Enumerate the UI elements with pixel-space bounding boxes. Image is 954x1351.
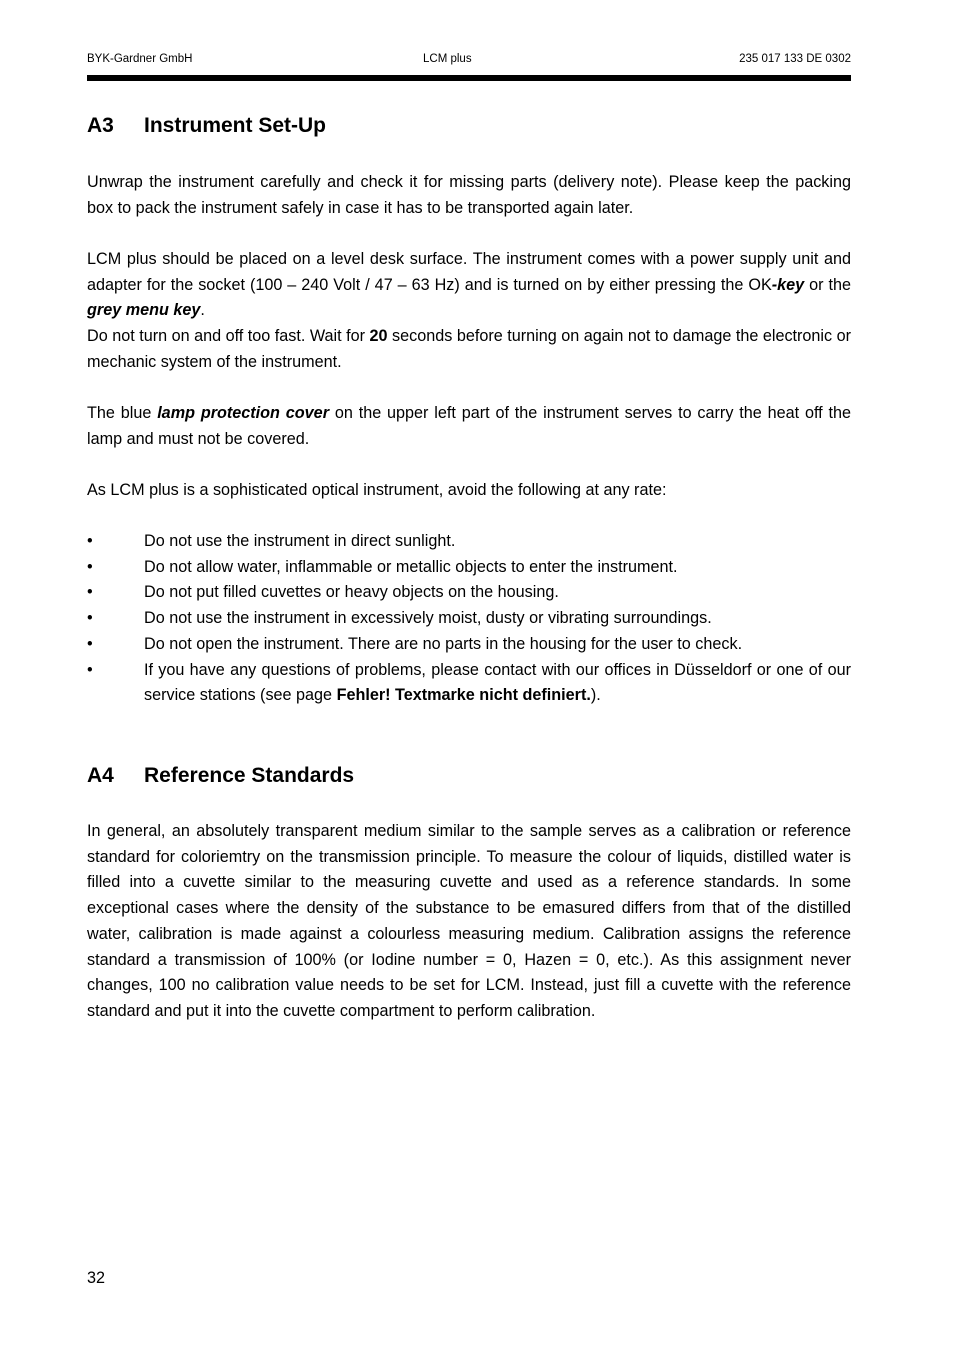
- list-item: [87, 580, 851, 606]
- list-item-text: Do not use the instrument in excessively moist, dusty or vibrating surroundings.: [144, 609, 712, 628]
- section-a4-heading: [87, 764, 354, 788]
- a3-p4-text-1: The blue: [87, 404, 158, 422]
- bullet-mark: •: [87, 583, 93, 602]
- a3-p2-text-1: LCM plus should be placed on a level desk surface. The instrument comes with a power supply unit and adapter for the socket (100 – 240 Volt / 47 – 63 Hz) and is turned on by either pressing the OK: [87, 250, 851, 294]
- section-a3-title: Instrument Set-Up: [144, 114, 327, 137]
- header-doc-number: 235 017 133 DE 0302: [739, 53, 851, 65]
- header-product: LCM plus: [423, 53, 472, 65]
- a3-paragraph-unwrap: Unwrap the instrument carefully and check it for missing parts (delivery note). Please keep the packing box to pack the instrument safely in case it has to be transported again later.: [87, 173, 851, 217]
- a3-p4-text-2: on the upper left part of the instrument serves to carry the heat off the lamp and must not be covered.: [87, 404, 852, 448]
- list-item: [87, 529, 851, 555]
- a3-p2-text-3: .: [200, 301, 205, 320]
- a3-p3-text-1: Do not turn on and off too fast. Wait for: [87, 327, 370, 345]
- list-item: [87, 632, 851, 658]
- precautions-list: [87, 529, 851, 709]
- a3-paragraph-placement: [87, 247, 851, 324]
- list-item: [87, 658, 851, 709]
- bullet-mark: •: [87, 609, 93, 628]
- grey-menu-key-term: grey menu key: [87, 301, 201, 320]
- list-item-text: Do not allow water, inflammable or metallic objects to enter the instrument.: [144, 557, 678, 576]
- wait-seconds-value: 20: [369, 327, 388, 345]
- lamp-protection-cover-term: lamp protection cover: [157, 404, 329, 422]
- page-number: 32: [87, 1269, 106, 1287]
- list-item: [87, 606, 851, 632]
- ok-key-term: -key: [771, 275, 805, 294]
- section-a4-title: Reference Standards: [144, 764, 355, 787]
- header-company: BYK-Gardner GmbH: [87, 53, 193, 65]
- bullet-mark: •: [87, 532, 93, 550]
- bullet-mark: •: [87, 660, 93, 679]
- section-a4-number: A4: [87, 764, 114, 787]
- a4-paragraph-reference: In general, an absolutely transparent medium similar to the sample serves as a calibration or reference standard for coloriemtry on the transmission principle. To measure the colour of liquids, distilled water is filled into a cuvette similar to the measuring cuvette and used as a reference standards. In some exceptional cases where the density of the substance to be emasured differs from that of the distilled water, calibration is made against a colourless measuring medium. Calibration assigns the reference standard a transmission of 100% (or Iodine number = 0, Hazen = 0, etc.). As this assignment never changes, 100 no calibration value needs to be set for LCM. Instead, just fill a cuvette with the reference standard and put it into the cuvette compartment to perform calibration.: [87, 822, 851, 1020]
- bullet-mark: •: [87, 634, 93, 653]
- a3-p3-text-2: seconds before turning on again not to damage the electronic or mechanic system of the instrument.: [87, 327, 852, 371]
- list-item: [87, 555, 851, 581]
- a3-paragraph-avoid: As LCM plus is a sophisticated optical instrument, avoid the following at any rate:: [87, 481, 667, 499]
- a3-paragraph-power-cycle: [87, 324, 851, 375]
- list-item-text: Do not open the instrument. There are no parts in the housing for the user to check.: [144, 634, 743, 653]
- list-item-text-end: ).: [590, 686, 601, 705]
- bullet-mark: •: [87, 557, 93, 576]
- a3-paragraph-lamp-cover: [87, 401, 851, 452]
- header-rule: [87, 75, 851, 81]
- page-header: [87, 53, 851, 69]
- list-item-text: Do not use the instrument in direct sunlight.: [144, 532, 456, 550]
- section-a3-number: A3: [87, 114, 114, 137]
- list-item-text: Do not put filled cuvettes or heavy objects on the housing.: [144, 583, 559, 602]
- a3-p2-text-2: or the: [804, 275, 851, 294]
- broken-reference-text: Fehler! Textmarke nicht definiert.: [336, 686, 591, 705]
- section-a3-heading: [87, 114, 326, 138]
- list-item-text: If you have any questions of problems, please contact with our offices in Düsseldorf or one of our service stations (see page: [144, 660, 851, 705]
